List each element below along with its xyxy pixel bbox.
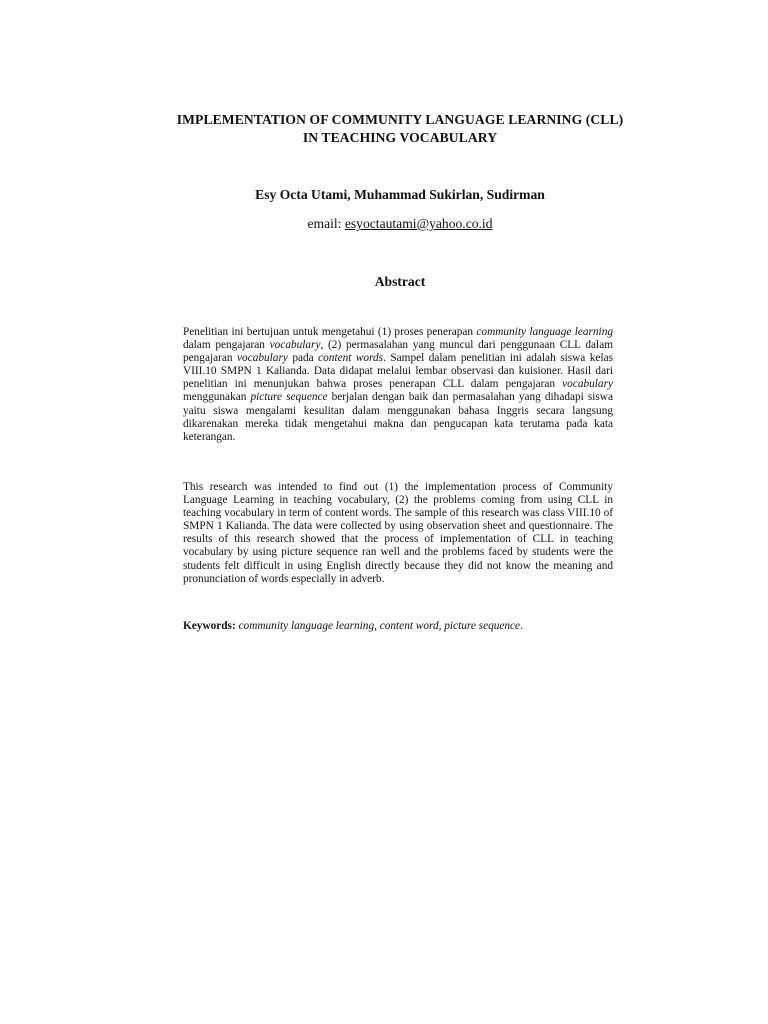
abstract-id-term: picture sequence xyxy=(250,391,328,404)
title-line-1: IMPLEMENTATION OF COMMUNITY LANGUAGE LEARNING (CLL) xyxy=(176,112,624,127)
email-label: email: xyxy=(307,216,345,231)
email-line xyxy=(100,215,700,233)
abstract-id-term: vocabulary xyxy=(269,339,321,352)
abstract-id-text: berjalan dengan baik dan permasalahan yang dihadapi siswa yaitu siswa mengalami kesulitan dalam menggunakan bahasa Inggris secara langsung dikarenakan mereka tidak mengetahui makna dan pengucapan kata terutama pada kata keterangan. xyxy=(183,391,613,443)
abstract-id-term: vocabulary xyxy=(237,352,288,365)
abstract-id-text: . Sampel dalam penelitian ini adalah siswa kelas VIII.10 SMPN 1 Kalianda. Data didapat melalui lembar observasi dan kuisioner. Hasil dari penelitian ini menunjukan bahwa proses penerapan CLL dalam pengajaran xyxy=(183,352,613,391)
abstract-id-term: vocabulary xyxy=(562,378,613,391)
abstract-indonesian xyxy=(183,326,613,444)
abstract-id-text: dalam pengajaran xyxy=(183,339,270,352)
abstract-id-text: menggunakan xyxy=(183,391,251,404)
keywords-label: Keywords: xyxy=(183,620,236,632)
paper-title xyxy=(100,111,700,147)
abstract-id-text: , (2) permasalahan yang muncul dari penggunaan CLL dalam pengajaran xyxy=(183,339,613,365)
abstract-heading: Abstract xyxy=(374,274,426,289)
abstract-id-term: community language learning xyxy=(476,326,613,338)
keywords-line xyxy=(183,620,613,633)
abstract-english: This research was intended to find out (1) the implementation process of Community Language Learning in teaching vocabulary, (2) the problems coming from using CLL in teaching vocabulary in term of content words. The sample of this research was class VIII.10 of SMPN 1 Kalianda. The data were collected by using observation sheet and questionnaire. The results of this research showed that the process of implementation of CLL in teaching vocabulary by using picture sequence ran well and the problems faced by students were the students felt difficult in using English directly because they did not know the meaning and pronunciation of words especially in adverb. xyxy=(183,481,613,585)
author-list: Esy Octa Utami, Muhammad Sukirlan, Sudirman xyxy=(255,187,545,202)
abstract-id-term: content words xyxy=(318,352,384,365)
abstract-id-text: pada xyxy=(287,352,319,365)
abstract-id-text: Penelitian ini bertujuan untuk mengetahui (1) proses penerapan xyxy=(183,326,477,338)
email-link[interactable]: esyoctautami@yahoo.co.id xyxy=(344,216,493,231)
keywords-end: . xyxy=(520,620,523,632)
keywords-text: community language learning, content word, picture sequence xyxy=(238,620,521,632)
title-line-2: IN TEACHING VOCABULARY xyxy=(302,130,498,145)
